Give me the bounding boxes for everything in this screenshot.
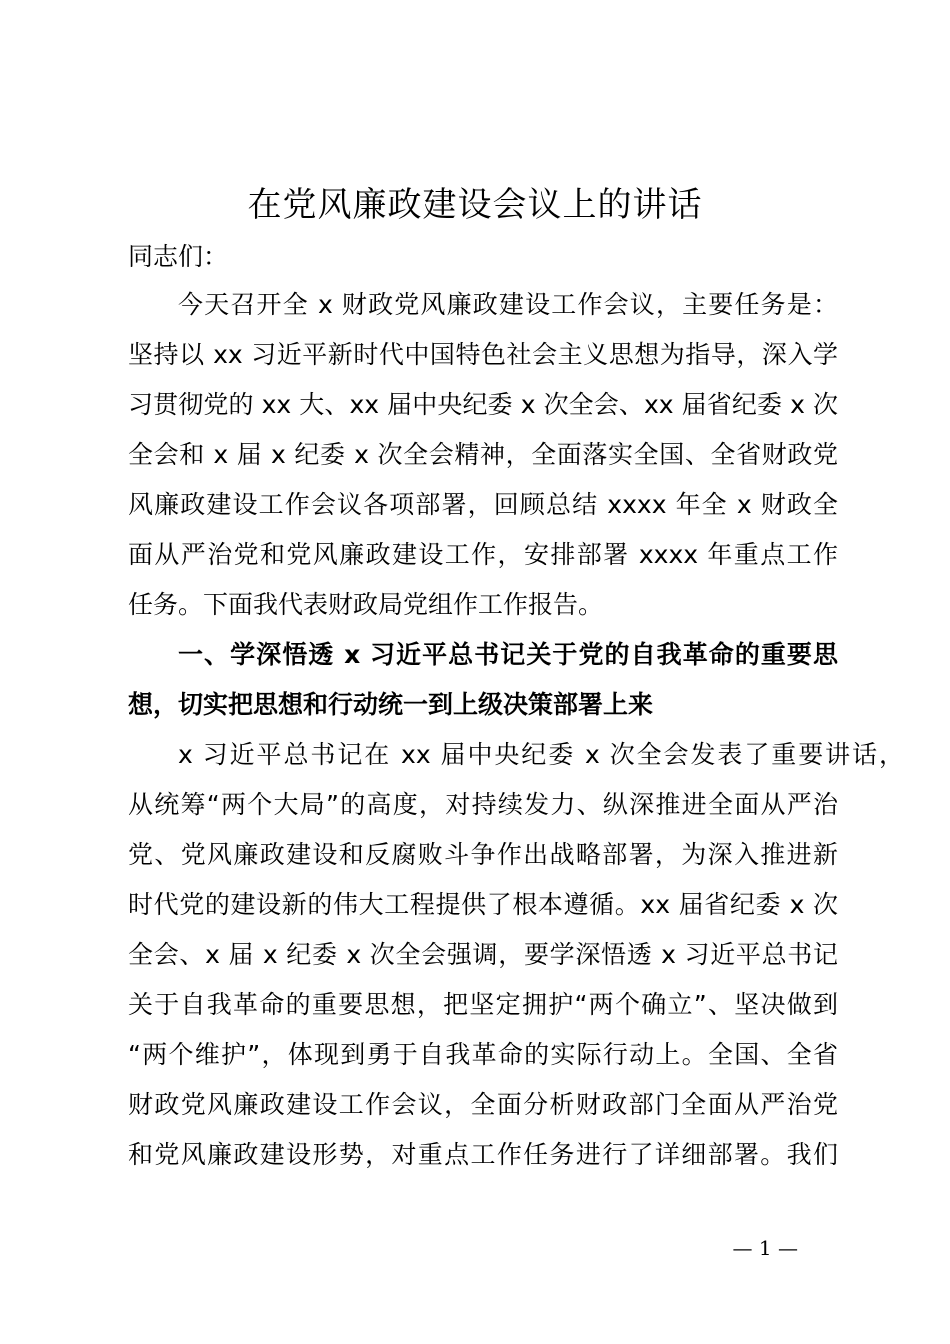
paragraph-line: 从统筹“两个大局”的高度，对持续发力、纵深推进全面从严治 (128, 790, 838, 819)
page-number (0, 1228, 950, 1268)
paragraph-line: 任务。下面我代表财政局党组作工作报告。 (128, 590, 604, 619)
paragraph-line: 财政党风廉政建设工作会议，全面分析财政部门全面从严治党 (128, 1090, 838, 1119)
document-title: 在党风廉政建设会议上的讲话 (247, 185, 703, 225)
paragraph-line: 风廉政建设工作会议各项部署，回顾总结 xxxx 年全 x 财政全 (128, 490, 838, 519)
paragraph-line: 党、党风廉政建设和反腐败斗争作出战略部署，为深入推进新 (128, 840, 838, 869)
page-number-text: — 1 — (732, 1236, 798, 1260)
paragraph-line: “两个维护”，体现到勇于自我革命的实际行动上。全国、全省 (128, 1040, 838, 1069)
section-heading-line: 一、学深悟透 x 习近平总书记关于党的自我革命的重要思 (178, 640, 838, 669)
paragraph-line: 坚持以 xx 习近平新时代中国特色社会主义思想为指导，深入学 (128, 340, 838, 369)
paragraph-line: 时代党的建设新的伟大工程提供了根本遵循。xx 届省纪委 x 次 (128, 890, 838, 919)
paragraph-line: 习贯彻党的 xx 大、xx 届中央纪委 x 次全会、xx 届省纪委 x 次 (128, 390, 838, 419)
paragraph-line: x 习近平总书记在 xx 届中央纪委 x 次全会发表了重要讲话， (178, 740, 904, 769)
paragraph-line: 关于自我革命的重要思想，把坚定拥护“两个确立”、坚决做到 (128, 990, 838, 1019)
section-heading-line: 想，切实把思想和行动统一到上级决策部署上来 (128, 690, 654, 719)
salutation: 同志们： (128, 242, 229, 271)
paragraph-line: 今天召开全 x 财政党风廉政建设工作会议，主要任务是： (178, 290, 838, 319)
paragraph-line: 全会、x 届 x 纪委 x 次全会强调，要学深悟透 x 习近平总书记 (128, 940, 838, 969)
paragraph-line: 面从严治党和党风廉政建设工作，安排部署 xxxx 年重点工作 (128, 540, 838, 569)
paragraph-line: 和党风廉政建设形势，对重点工作任务进行了详细部署。我们 (128, 1140, 838, 1169)
paragraph-line: 全会和 x 届 x 纪委 x 次全会精神，全面落实全国、全省财政党 (128, 440, 838, 469)
